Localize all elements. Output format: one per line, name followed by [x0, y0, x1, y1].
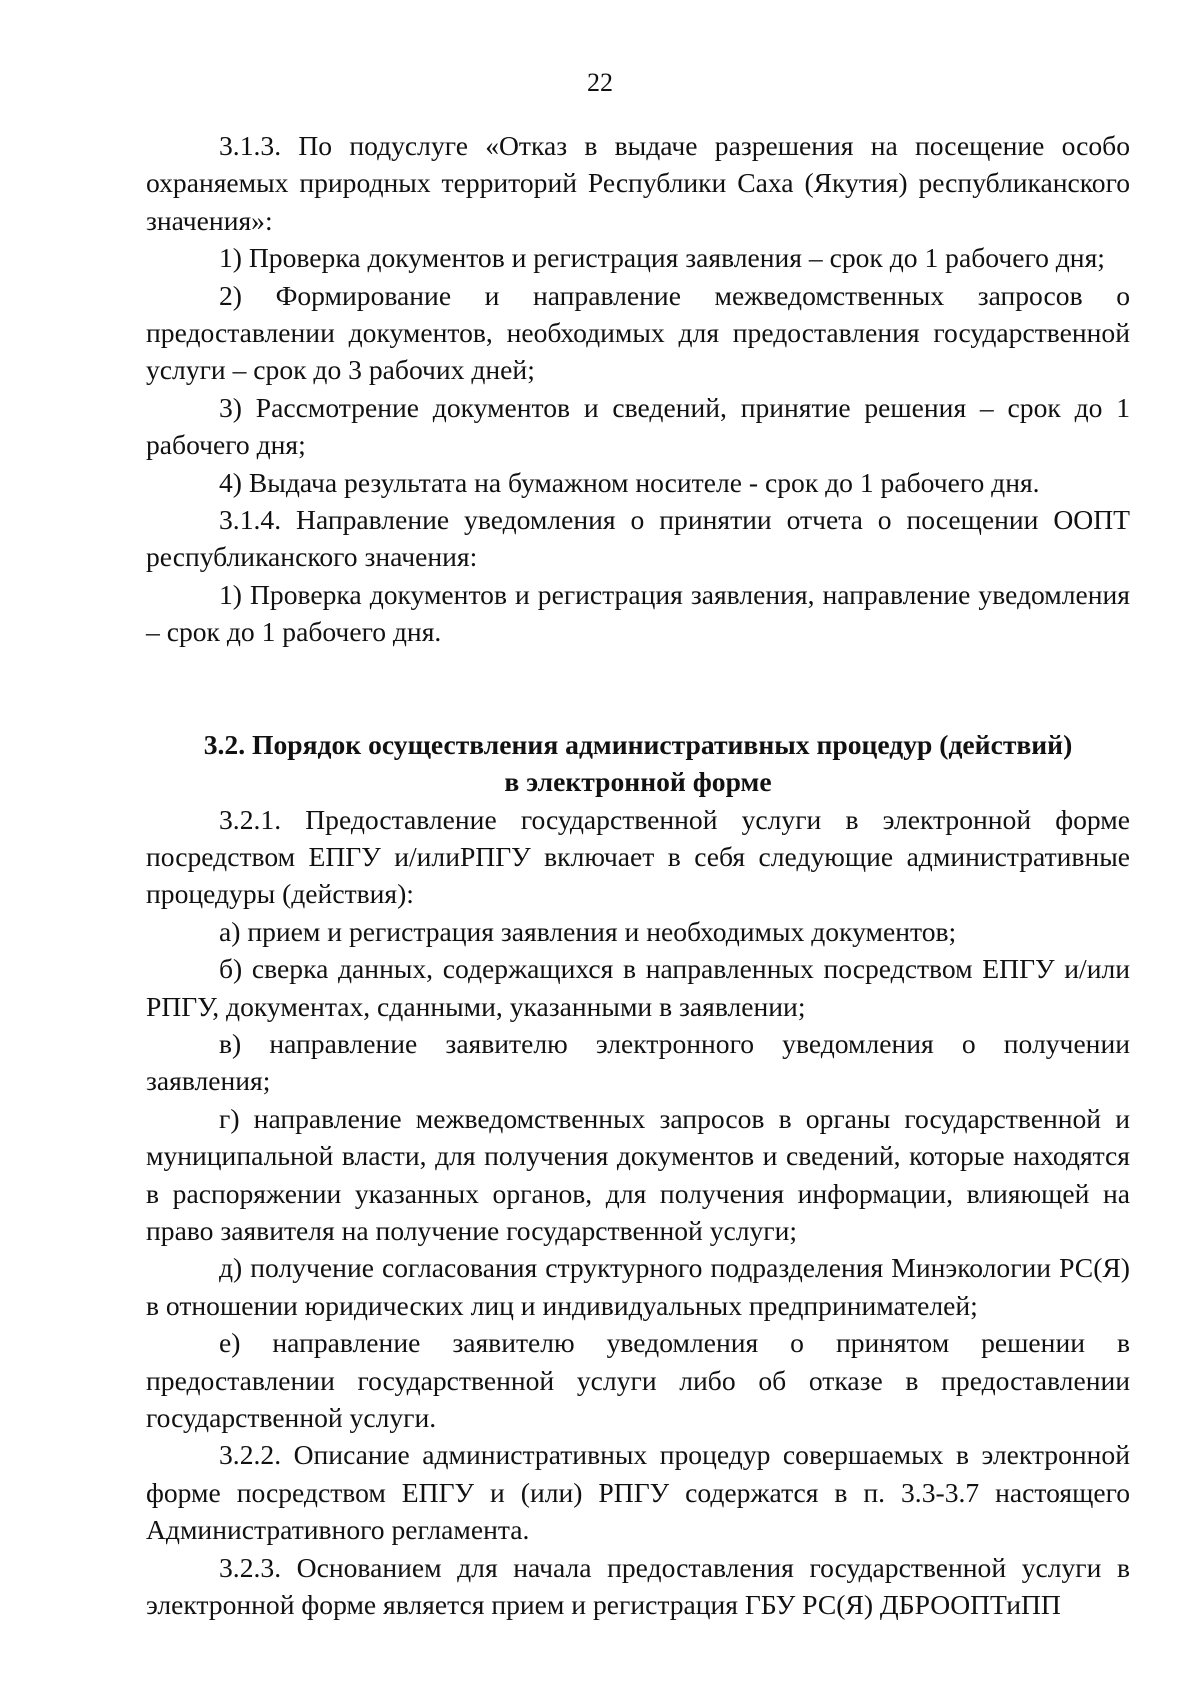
- list-item-3: 3) Рассмотрение документов и сведений, принятие решения – срок до 1 рабочего дня;: [146, 391, 1130, 461]
- section-heading-line-1: 3.2. Порядок осуществления административных процедур (действий): [203, 728, 1073, 760]
- list-item-a: а) прием и регистрация заявления и необходимых документов;: [219, 915, 957, 947]
- list-item-b: б) сверка данных, содержащихся в направленных посредством ЕПГУ и/или РПГУ, документах, сданными, указанными в заявлении;: [146, 953, 1130, 1022]
- paragraph-3-2-2: 3.2.2. Описание административных процедур совершаемых в электронной форме посредством ЕПГУ и (или) РПГУ содержатся в п. 3.3-3.7 настоящего Административного регламента.: [146, 1439, 1130, 1546]
- section-spacer: [146, 651, 1130, 726]
- list-item-d: д) получение согласования структурного подразделения Минэкологии РС(Я) в отношении юридических лиц и индивидуальных предпринимателей;: [146, 1252, 1130, 1321]
- document-body: [146, 127, 1130, 1623]
- page-number: 22: [587, 68, 613, 97]
- list-item-1-notification: 1) Проверка документов и регистрация заявления, направление уведомления – срок до 1 рабочего дня.: [146, 578, 1130, 648]
- list-item-2: 2) Формирование и направление межведомственных запросов о предоставлении документов, необходимых для предоставления государственной услуги – срок до 3 рабочих дней;: [146, 279, 1130, 386]
- list-item-g: г) направление межведомственных запросов в органы государственной и муниципальной власти, для получения документов и сведений, которые находятся в распоряжении указанных органов, для получения информации, влияющей на право заявителя на получение государственной услуги;: [146, 1102, 1130, 1246]
- paragraph-3-2-3: 3.2.3. Основанием для начала предоставления государственной услуги в электронной форме является прием и регистрация ГБУ РС(Я) ДБРООПТиПП: [146, 1551, 1130, 1621]
- paragraph-3-2-1: 3.2.1. Предоставление государственной услуги в электронной форме посредством ЕПГУ и/илиРПГУ включает в себя следующие административные процедуры (действия):: [146, 803, 1130, 910]
- list-item-4: 4) Выдача результата на бумажном носителе - срок до 1 рабочего дня.: [219, 466, 1040, 498]
- paragraph-3-1-4: 3.1.4. Направление уведомления о принятии отчета о посещении ООПТ республиканского значения:: [146, 504, 1130, 573]
- list-item-1: 1) Проверка документов и регистрация заявления – срок до 1 рабочего дня;: [219, 242, 1105, 274]
- list-item-v: в) направление заявителю электронного уведомления о получении заявления;: [146, 1027, 1130, 1097]
- section-heading-line-2: в электронной форме: [504, 766, 772, 798]
- section-heading-3-2: [146, 726, 1130, 801]
- paragraph-3-1-3: 3.1.3. По подуслуге «Отказ в выдаче разрешения на посещение особо охраняемых природных территорий Республики Саха (Якутия) республиканского значения»:: [146, 130, 1130, 236]
- list-item-e: е) направление заявителю уведомления о принятом решении в предоставлении государственной услуги либо об отказе в предоставлении государственной услуги.: [146, 1327, 1130, 1433]
